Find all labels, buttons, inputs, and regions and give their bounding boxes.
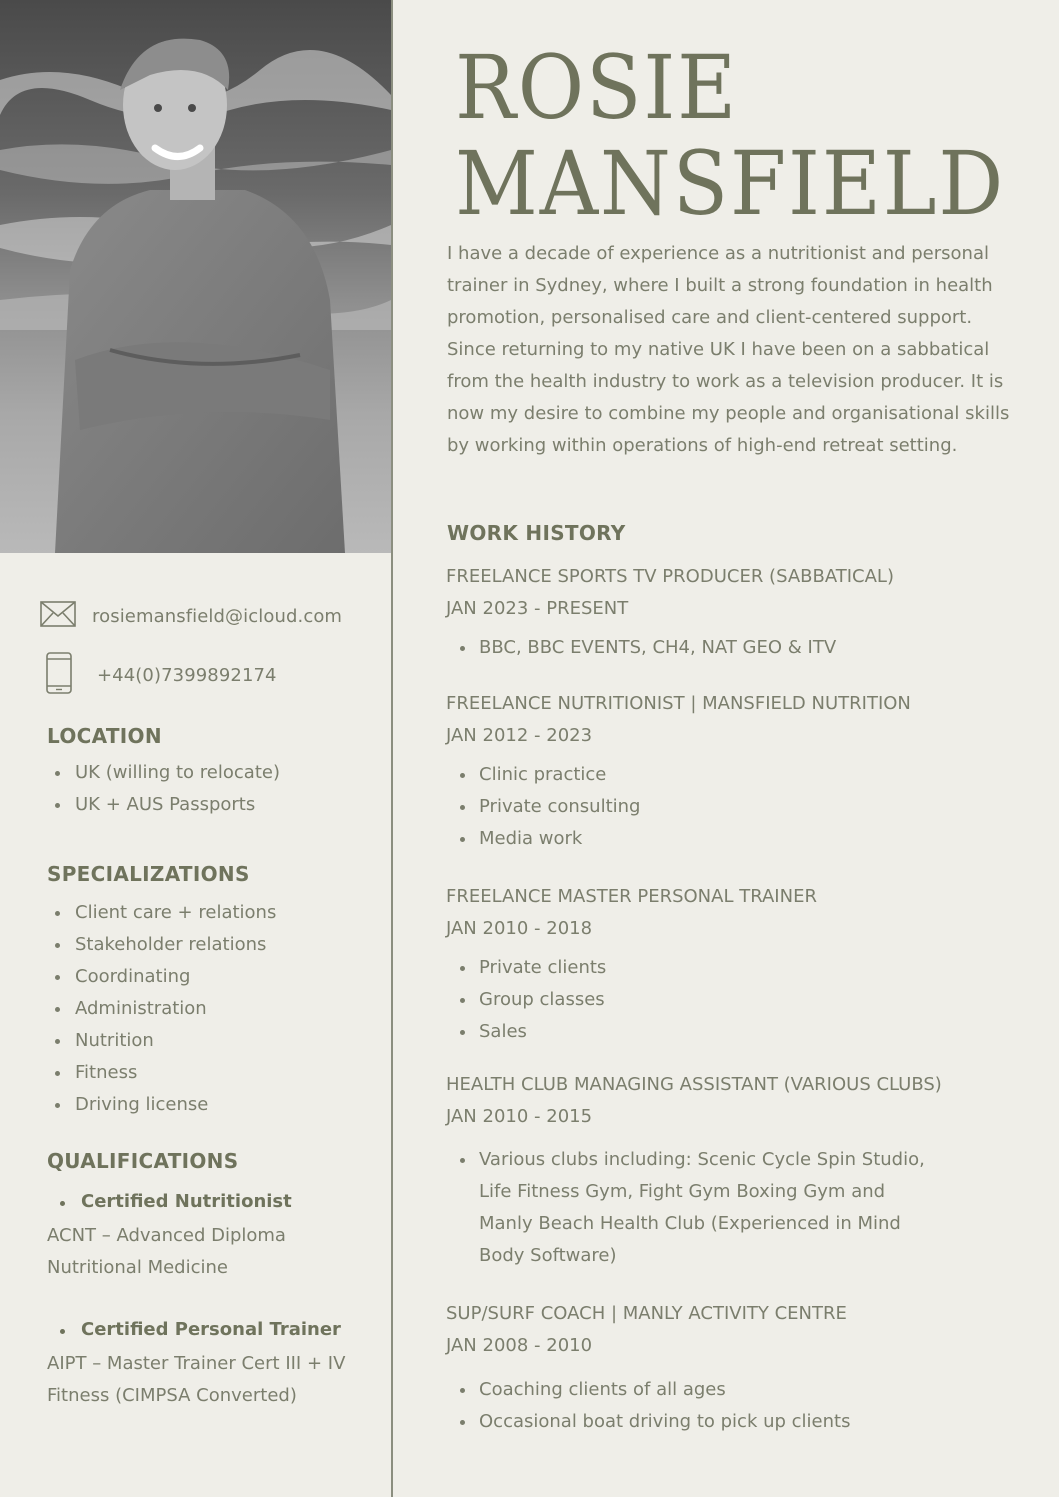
- email-address[interactable]: rosiemansfield@icloud.com: [92, 605, 343, 627]
- profile-summary: I have a decade of experience as a nutritionist and personal trainer in Sydney, where I built a strong foundation in health promotion, personalised care and client-centered support. Since returning to my native UK I have been on a sabbatical from the health industry to work as a television producer. It is now my desire to combine my people and organisational skills by working within operations of high-end retreat setting.: [447, 243, 1010, 456]
- list-item: UK (willing to relocate): [47, 757, 280, 789]
- email-contact[interactable]: [40, 601, 342, 631]
- list-item: Sales: [446, 1016, 1026, 1048]
- job-duties: [446, 759, 1026, 855]
- job-entry: [446, 1298, 1026, 1438]
- location-heading: LOCATION: [47, 724, 162, 748]
- qualification-title: Certified Nutritionist: [60, 1191, 292, 1212]
- job-entry: [446, 688, 1026, 855]
- first-name: ROSIE: [455, 36, 739, 139]
- job-title: SUP/SURF COACH | MANLY ACTIVITY CENTRE: [446, 1303, 847, 1324]
- location-list: [47, 757, 280, 821]
- job-title: FREELANCE MASTER PERSONAL TRAINER: [446, 886, 817, 907]
- mobile-phone-icon: [45, 652, 73, 698]
- qualifications-heading: QUALIFICATIONS: [47, 1149, 239, 1173]
- list-item: Occasional boat driving to pick up clients: [446, 1406, 1026, 1438]
- job-dates: JAN 2023 - PRESENT: [446, 598, 629, 619]
- list-item: Clinic practice: [446, 759, 1026, 791]
- qualification-description: ACNT – Advanced Diploma Nutritional Medicine: [47, 1225, 286, 1278]
- list-item: Group classes: [446, 984, 1026, 1016]
- list-item: Nutrition: [47, 1025, 276, 1057]
- list-item: Various clubs including: Scenic Cycle Spin Studio, Life Fitness Gym, Fight Gym Boxing Gym and Manly Beach Health Club (Experienced in Mind Body Software): [446, 1144, 939, 1272]
- list-item: Driving license: [47, 1089, 276, 1121]
- qualification-description: AIPT – Master Trainer Cert III + IV Fitness (CIMPSA Converted): [47, 1353, 346, 1406]
- job-title: HEALTH CLUB MANAGING ASSISTANT (VARIOUS CLUBS): [446, 1074, 942, 1095]
- envelope-icon: [40, 601, 76, 631]
- specializations-list: [47, 897, 276, 1121]
- list-item: UK + AUS Passports: [47, 789, 280, 821]
- phone-contact[interactable]: [45, 652, 277, 698]
- job-entry: [446, 881, 1026, 1048]
- job-duties: [446, 952, 1026, 1048]
- qualification-title: Certified Personal Trainer: [60, 1319, 341, 1340]
- work-history-heading: WORK HISTORY: [447, 521, 626, 545]
- job-entry: [446, 1069, 1026, 1272]
- list-item: BBC, BBC EVENTS, CH4, NAT GEO & ITV: [446, 632, 1026, 664]
- job-title: FREELANCE NUTRITIONIST | MANSFIELD NUTRITION: [446, 693, 911, 714]
- list-item: Private consulting: [446, 791, 1026, 823]
- specializations-heading: SPECIALIZATIONS: [47, 862, 250, 886]
- list-item: Administration: [47, 993, 276, 1025]
- job-duties: [446, 632, 1026, 664]
- job-dates: JAN 2008 - 2010: [446, 1335, 593, 1356]
- list-item: Client care + relations: [47, 897, 276, 929]
- column-divider: [391, 0, 393, 1497]
- job-dates: JAN 2010 - 2015: [446, 1106, 593, 1127]
- list-item: Media work: [446, 823, 1026, 855]
- job-dates: JAN 2012 - 2023: [446, 725, 593, 746]
- job-duties: [446, 1144, 1026, 1272]
- last-name: MANSFIELD: [455, 132, 1006, 235]
- job-title: FREELANCE SPORTS TV PRODUCER (SABBATICAL): [446, 566, 894, 587]
- list-item: Fitness: [47, 1057, 276, 1089]
- sidebar: [0, 0, 391, 1497]
- list-item: Coaching clients of all ages: [446, 1374, 1026, 1406]
- list-item: Coordinating: [47, 961, 276, 993]
- job-entry: [446, 561, 1026, 664]
- candidate-name: [455, 36, 1053, 235]
- portrait-photo: [0, 0, 391, 553]
- list-item: Private clients: [446, 952, 1026, 984]
- list-item: Stakeholder relations: [47, 929, 276, 961]
- job-duties: [446, 1374, 1026, 1438]
- job-dates: JAN 2010 - 2018: [446, 918, 593, 939]
- phone-number[interactable]: +44(0)7399892174: [97, 664, 277, 686]
